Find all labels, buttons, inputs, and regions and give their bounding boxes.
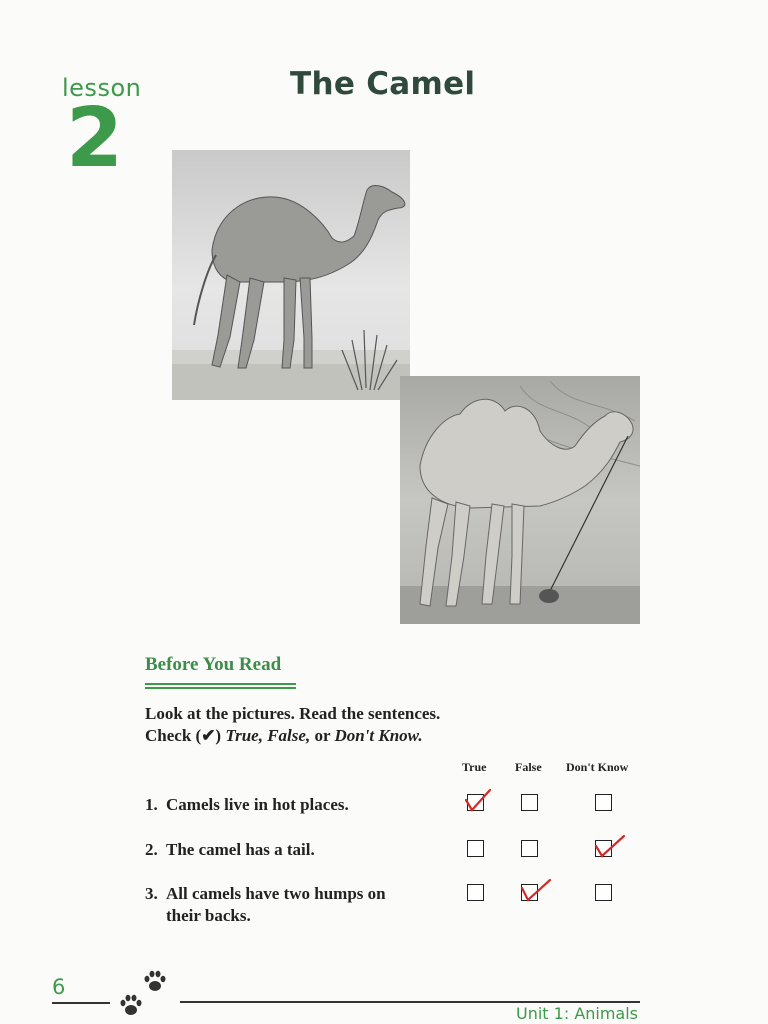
checkbox-true[interactable] xyxy=(467,840,484,857)
question-number: 2. xyxy=(145,840,158,859)
checkbox-true[interactable] xyxy=(467,794,484,811)
checkbox-false[interactable] xyxy=(521,794,538,811)
checkbox-dont-know[interactable] xyxy=(595,794,612,811)
footer-rule xyxy=(52,1002,110,1004)
heading-rule xyxy=(145,683,296,685)
instruction-false: False, xyxy=(267,726,311,745)
checkbox-dont-know[interactable] xyxy=(595,840,612,857)
checkbox-false[interactable] xyxy=(521,884,538,901)
instruction-or: or xyxy=(314,726,331,745)
bactrian-camel-photo xyxy=(400,376,640,624)
lesson-number: 2 xyxy=(66,91,124,186)
dromedary-camel-photo xyxy=(172,150,410,400)
heading-rule xyxy=(145,687,296,689)
question-number: 3. xyxy=(145,884,158,903)
checkbox-true[interactable] xyxy=(467,884,484,901)
question-number: 1. xyxy=(145,795,158,814)
instruction-true: True, xyxy=(225,726,263,745)
section-heading: Before You Read xyxy=(145,654,282,675)
paw-print-icon xyxy=(118,994,144,1018)
column-header-false: False xyxy=(515,760,542,774)
lesson-label: lesson xyxy=(62,74,142,102)
page-number: 6 xyxy=(52,975,66,999)
question-text-continuation: their backs. xyxy=(166,906,251,925)
checkbox-false[interactable] xyxy=(521,840,538,857)
column-header-true: True xyxy=(462,760,487,774)
question-text: All camels have two humps on xyxy=(166,884,386,903)
instruction-line-2 xyxy=(145,726,423,746)
page-title: The Camel xyxy=(290,66,476,102)
question-item xyxy=(145,884,386,904)
checkbox-dont-know[interactable] xyxy=(595,884,612,901)
question-item xyxy=(145,795,349,815)
question-text: Camels live in hot places. xyxy=(166,795,349,814)
instruction-check: Check (✔) xyxy=(145,726,222,745)
instruction-dont-know: Don't Know. xyxy=(334,726,423,745)
unit-label: Unit 1: Animals xyxy=(516,1004,639,1023)
column-header-dont-know: Don't Know xyxy=(566,760,629,774)
paw-print-icon xyxy=(142,970,168,994)
footer-rule xyxy=(180,1001,640,1003)
question-text: The camel has a tail. xyxy=(166,840,315,859)
question-item xyxy=(145,840,315,860)
instruction-line-1: Look at the pictures. Read the sentences. xyxy=(145,704,441,723)
